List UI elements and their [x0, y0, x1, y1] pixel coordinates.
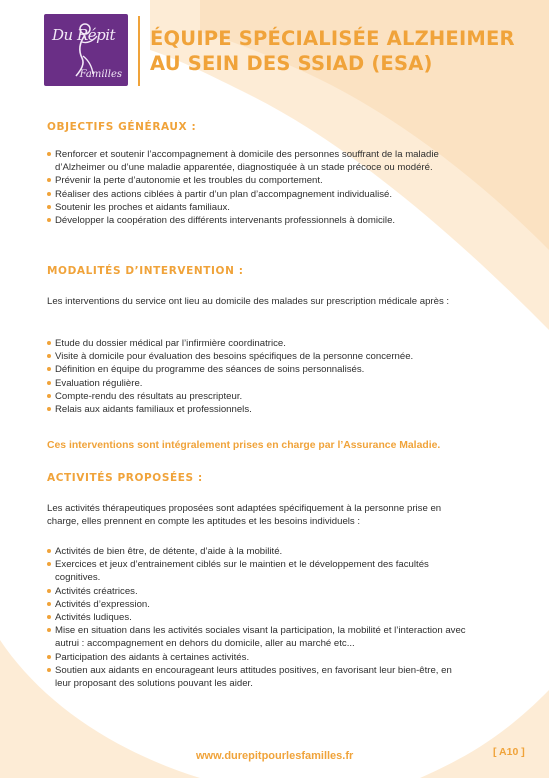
list-item: Activités créatrices. — [47, 585, 469, 598]
list-item: Compte-rendu des résultats au prescripteur. — [47, 390, 469, 403]
list-item: Soutenir les proches et aidants familiaux. — [47, 201, 469, 214]
logo — [44, 14, 128, 86]
logo-text-bottom: Familles — [79, 69, 122, 80]
page-title-line-1: ÉQUIPE SPÉCIALISÉE ALZHEIMER — [150, 27, 515, 50]
list-item: Activités ludiques. — [47, 611, 469, 624]
list-item: Renforcer et soutenir l’accompagnement à domicile des personnes souffrant de la maladie d’Alzheimer ou d’une maladie apparentée, diagnostiquée à un stade précoce ou modéré. — [47, 148, 469, 174]
page-title — [150, 26, 540, 76]
page-title-line-2: AU SEIN DES SSIAD (ESA) — [150, 52, 433, 75]
list-item: Exercices et jeux d’entrainement ciblés sur le maintien et le développement des facultés cognitives. — [47, 558, 469, 584]
list-item: Visite à domicile pour évaluation des besoins spécifiques de la personne concernée. — [47, 350, 469, 363]
title-divider — [138, 16, 140, 86]
activites-list — [47, 545, 469, 690]
prise-en-charge-note: Ces interventions sont intégralement prises en charge par l’Assurance Maladie. — [47, 440, 441, 451]
modalites-heading: MODALITÉS D’INTERVENTION : — [47, 265, 244, 277]
activites-intro: Les activités thérapeutiques proposées sont adaptées spécifiquement à la personne prise en charge, elles prennent en compte les aptitudes et les besoins individuels : — [47, 503, 442, 528]
list-item: Participation des aidants à certaines activités. — [47, 651, 469, 664]
logo-text-top: Du Répit — [52, 26, 116, 44]
list-item: Réaliser des actions ciblées à partir d’un plan d’accompagnement individualisé. — [47, 188, 469, 201]
objectifs-list — [47, 148, 469, 227]
list-item: Soutien aux aidants en encourageant leurs attitudes positives, en favorisant leur bien-être, en leur proposant des solutions pouvant les aider. — [47, 664, 469, 690]
list-item: Activités de bien être, de détente, d’aide à la mobilité. — [47, 545, 469, 558]
list-item: Evaluation régulière. — [47, 377, 469, 390]
list-item: Mise en situation dans les activités sociales visant la participation, la mobilité et l’interaction avec autrui : accompagnement en dehors du domicile, aller au marché etc... — [47, 624, 469, 650]
list-item: Prévenir la perte d’autonomie et les troubles du comportement. — [47, 174, 469, 187]
website-link[interactable]: www.durepitpourlesfamilles.fr — [196, 750, 354, 762]
modalites-list — [47, 337, 469, 416]
page-number: [ A10 ] — [493, 746, 525, 758]
objectifs-heading: OBJECTIFS GÉNÉRAUX : — [47, 121, 197, 133]
modalites-intro: Les interventions du service ont lieu au domicile des malades sur prescription médicale après : — [47, 296, 450, 307]
list-item: Etude du dossier médical par l’infirmière coordinatrice. — [47, 337, 469, 350]
activites-heading: ACTIVITÉS PROPOSÉES : — [47, 472, 203, 484]
list-item: Activités d’expression. — [47, 598, 469, 611]
list-item: Définition en équipe du programme des séances de soins personnalisés. — [47, 363, 469, 376]
list-item: Relais aux aidants familiaux et professionnels. — [47, 403, 469, 416]
list-item: Développer la coopération des différents intervenants professionnels à domicile. — [47, 214, 469, 227]
